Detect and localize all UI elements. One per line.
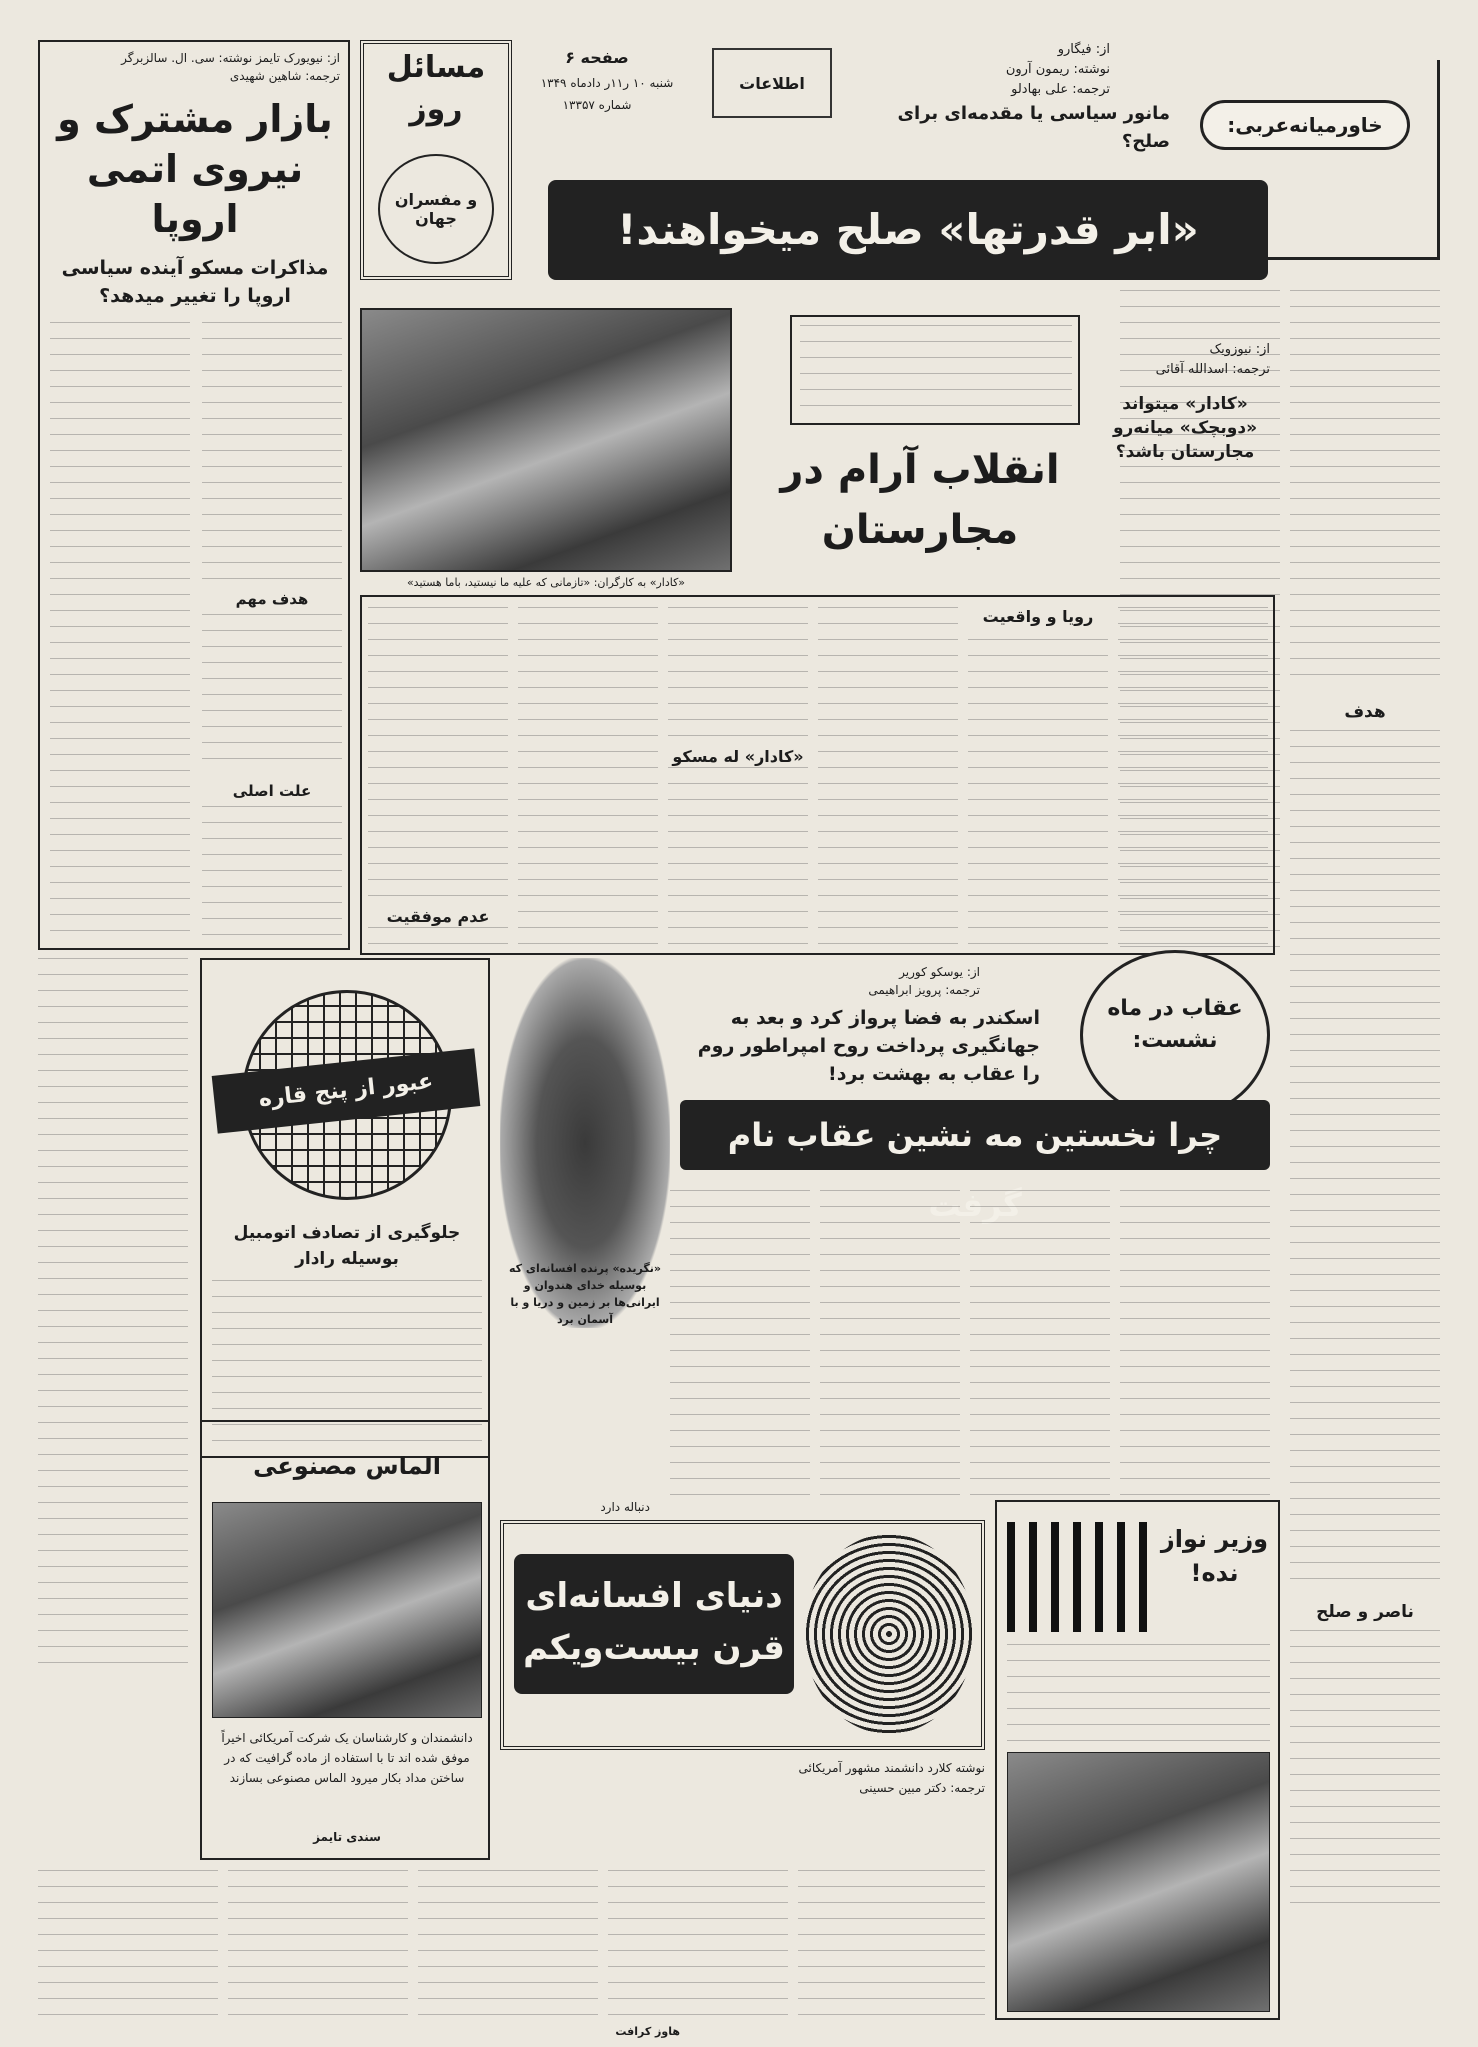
- page-label: صفحه ۶: [565, 48, 629, 67]
- legend-body: [38, 1870, 985, 2020]
- europe-deck: مذاکرات مسکو آینده سیاسی اروپا را تغییر میدهد؟: [61, 257, 329, 307]
- column-title-2: روز: [409, 92, 463, 127]
- mideast-body-top: [1290, 290, 1440, 690]
- mideast-kicker: خاورمیانه‌عربی:: [1200, 100, 1410, 150]
- five-continents-article: [200, 958, 490, 1458]
- diamond-headline: الماس مصنوعی: [253, 1452, 441, 1480]
- issue-number: شماره ۱۳۳۵۷: [562, 98, 632, 112]
- mideast-body: [1290, 290, 1440, 1910]
- eagle-source: از: یوسکو کوریر: [899, 965, 980, 979]
- hungary-subhead-dream: رویا و واقعیت: [968, 607, 1108, 626]
- sun-spiral-graphic: [804, 1534, 974, 1734]
- hungary-headline: انقلاب آرام در مجارستان: [780, 447, 1060, 553]
- five-continents-banner: عبور از پنج قاره: [212, 1048, 481, 1133]
- eagle-caption: «نگریده» پرنده افسانه‌ای که بوسیله خدای هندوان و ایرانی‌ها بر زمین و دریا و با آسمان برد: [508, 1262, 662, 1326]
- minister-headline: وزیر نواز نده!: [1160, 1525, 1269, 1587]
- europe-body-col-right-top: [202, 322, 342, 582]
- mideast-body-mid: [1290, 730, 1440, 1590]
- europe-body-col-left: [50, 322, 190, 942]
- eagle-headline: چرا نخستین مه نشین عقاب نام گرفت: [680, 1100, 1270, 1170]
- newspaper-logo: اطلاعات: [712, 48, 832, 118]
- europe-article: [38, 40, 350, 950]
- five-continents-headline: جلوگیری از تصادف اتومبیل بوسیله رادار: [233, 1223, 461, 1269]
- hungary-translator: ترجمه: اسدالله آقائی: [1155, 362, 1270, 377]
- column-subtitle: و مفسران جهان: [378, 154, 494, 264]
- kadar-photo-caption: «کادار» به کارگران: «تازمانی که علیه ما نیستید، باما هستید»: [406, 576, 686, 589]
- mideast-author: نوشته: ریمون آرون: [1005, 62, 1110, 77]
- masthead: [522, 40, 867, 140]
- stripe-graphic: [1007, 1522, 1157, 1632]
- europe-body-col-right-mid: [202, 614, 342, 774]
- hungary-quote: «کادار» له مسکو: [668, 747, 808, 766]
- diamond-article: [200, 1420, 490, 1860]
- minister-article: [995, 1500, 1280, 2020]
- diamond-photo: [212, 1502, 482, 1718]
- legend-author: نوشته کلارد دانشمند مشهور آمریکائی: [798, 1761, 985, 1775]
- legend-translator: ترجمه: دکتر مبین حسینی: [859, 1781, 985, 1795]
- mideast-body-bottom: [1290, 1630, 1440, 1910]
- column-title-1: مسائل: [386, 50, 486, 85]
- mideast-source: از: فیگارو: [1057, 42, 1110, 57]
- column-title-box: [360, 40, 512, 280]
- europe-subhead-2: علت اصلی: [232, 782, 312, 800]
- mideast-subhead-nasser: ناصر و صلح: [1316, 1602, 1414, 1622]
- hungary-body: [360, 595, 1275, 955]
- eagle-box-title: عقاب در ماه نشست:: [1080, 950, 1270, 1120]
- page-date: شنبه ۱۰ ر۱۱ر دادماه ۱۳۴۹: [540, 76, 674, 90]
- mideast-subhead-aim: هدف: [1344, 702, 1386, 722]
- kadar-photo: [360, 308, 732, 572]
- europe-body-col-right-bottom: [202, 806, 342, 942]
- hungary-subhead-success: عدم موفقیت: [368, 907, 508, 926]
- mideast-translator: ترجمه: علی بهادلو: [1011, 82, 1110, 97]
- eagle-translator: ترجمه: پرویز ابراهیمی: [868, 983, 980, 997]
- europe-headline: بازار مشترک و نیروی اتمی اروپا: [57, 97, 333, 241]
- mideast-headline: «ابر قدرتها» صلح میخواهند!: [548, 180, 1268, 280]
- legend-headline: دنیای افسانه‌ای قرن بیست‌و‌یکم: [514, 1554, 794, 1694]
- eagle-body: [670, 1180, 1270, 1510]
- diamond-credit: سندی تایمز: [313, 1830, 381, 1844]
- legend-article: [500, 1520, 985, 1750]
- diamond-caption: دانشمندان و کارشناسان یک شرکت آمریکائی اخیراً موفق شده اند تا با استفاده از ماده گرافیت که در ساختن مداد بکار میرود الماس مصنوعی بسازند: [221, 1731, 473, 1785]
- europe-continued-text: [38, 958, 188, 1678]
- europe-source: از: نیویورک تایمز نوشته: سی. ال. سالزبرگر: [121, 51, 340, 65]
- minister-photo: [1007, 1752, 1270, 2012]
- footer-credit: هاوز کرافت: [615, 2025, 680, 2038]
- mideast-deck: مانور سیاسی یا مقدمه‌ای برای صلح؟: [897, 103, 1170, 152]
- hungary-intro-box: [790, 315, 1080, 425]
- eagle-continued: دنباله دارد: [600, 1500, 650, 1514]
- eagle-deck: اسکندر به فضا پرواز کرد و بعد به جهانگیری پرداخت روح امپراطور روم را عقاب به بهشت برد!: [697, 1007, 1040, 1085]
- hungary-source: از: نیوزویک: [1209, 342, 1270, 357]
- hungary-deck: «کادار» میتواند «دوبچک» میانه‌رو مجارستان باشد؟: [1112, 394, 1258, 462]
- europe-translator: ترجمه: شاهین شهیدی: [229, 69, 340, 83]
- europe-subhead-1: هدف مهم: [235, 590, 309, 608]
